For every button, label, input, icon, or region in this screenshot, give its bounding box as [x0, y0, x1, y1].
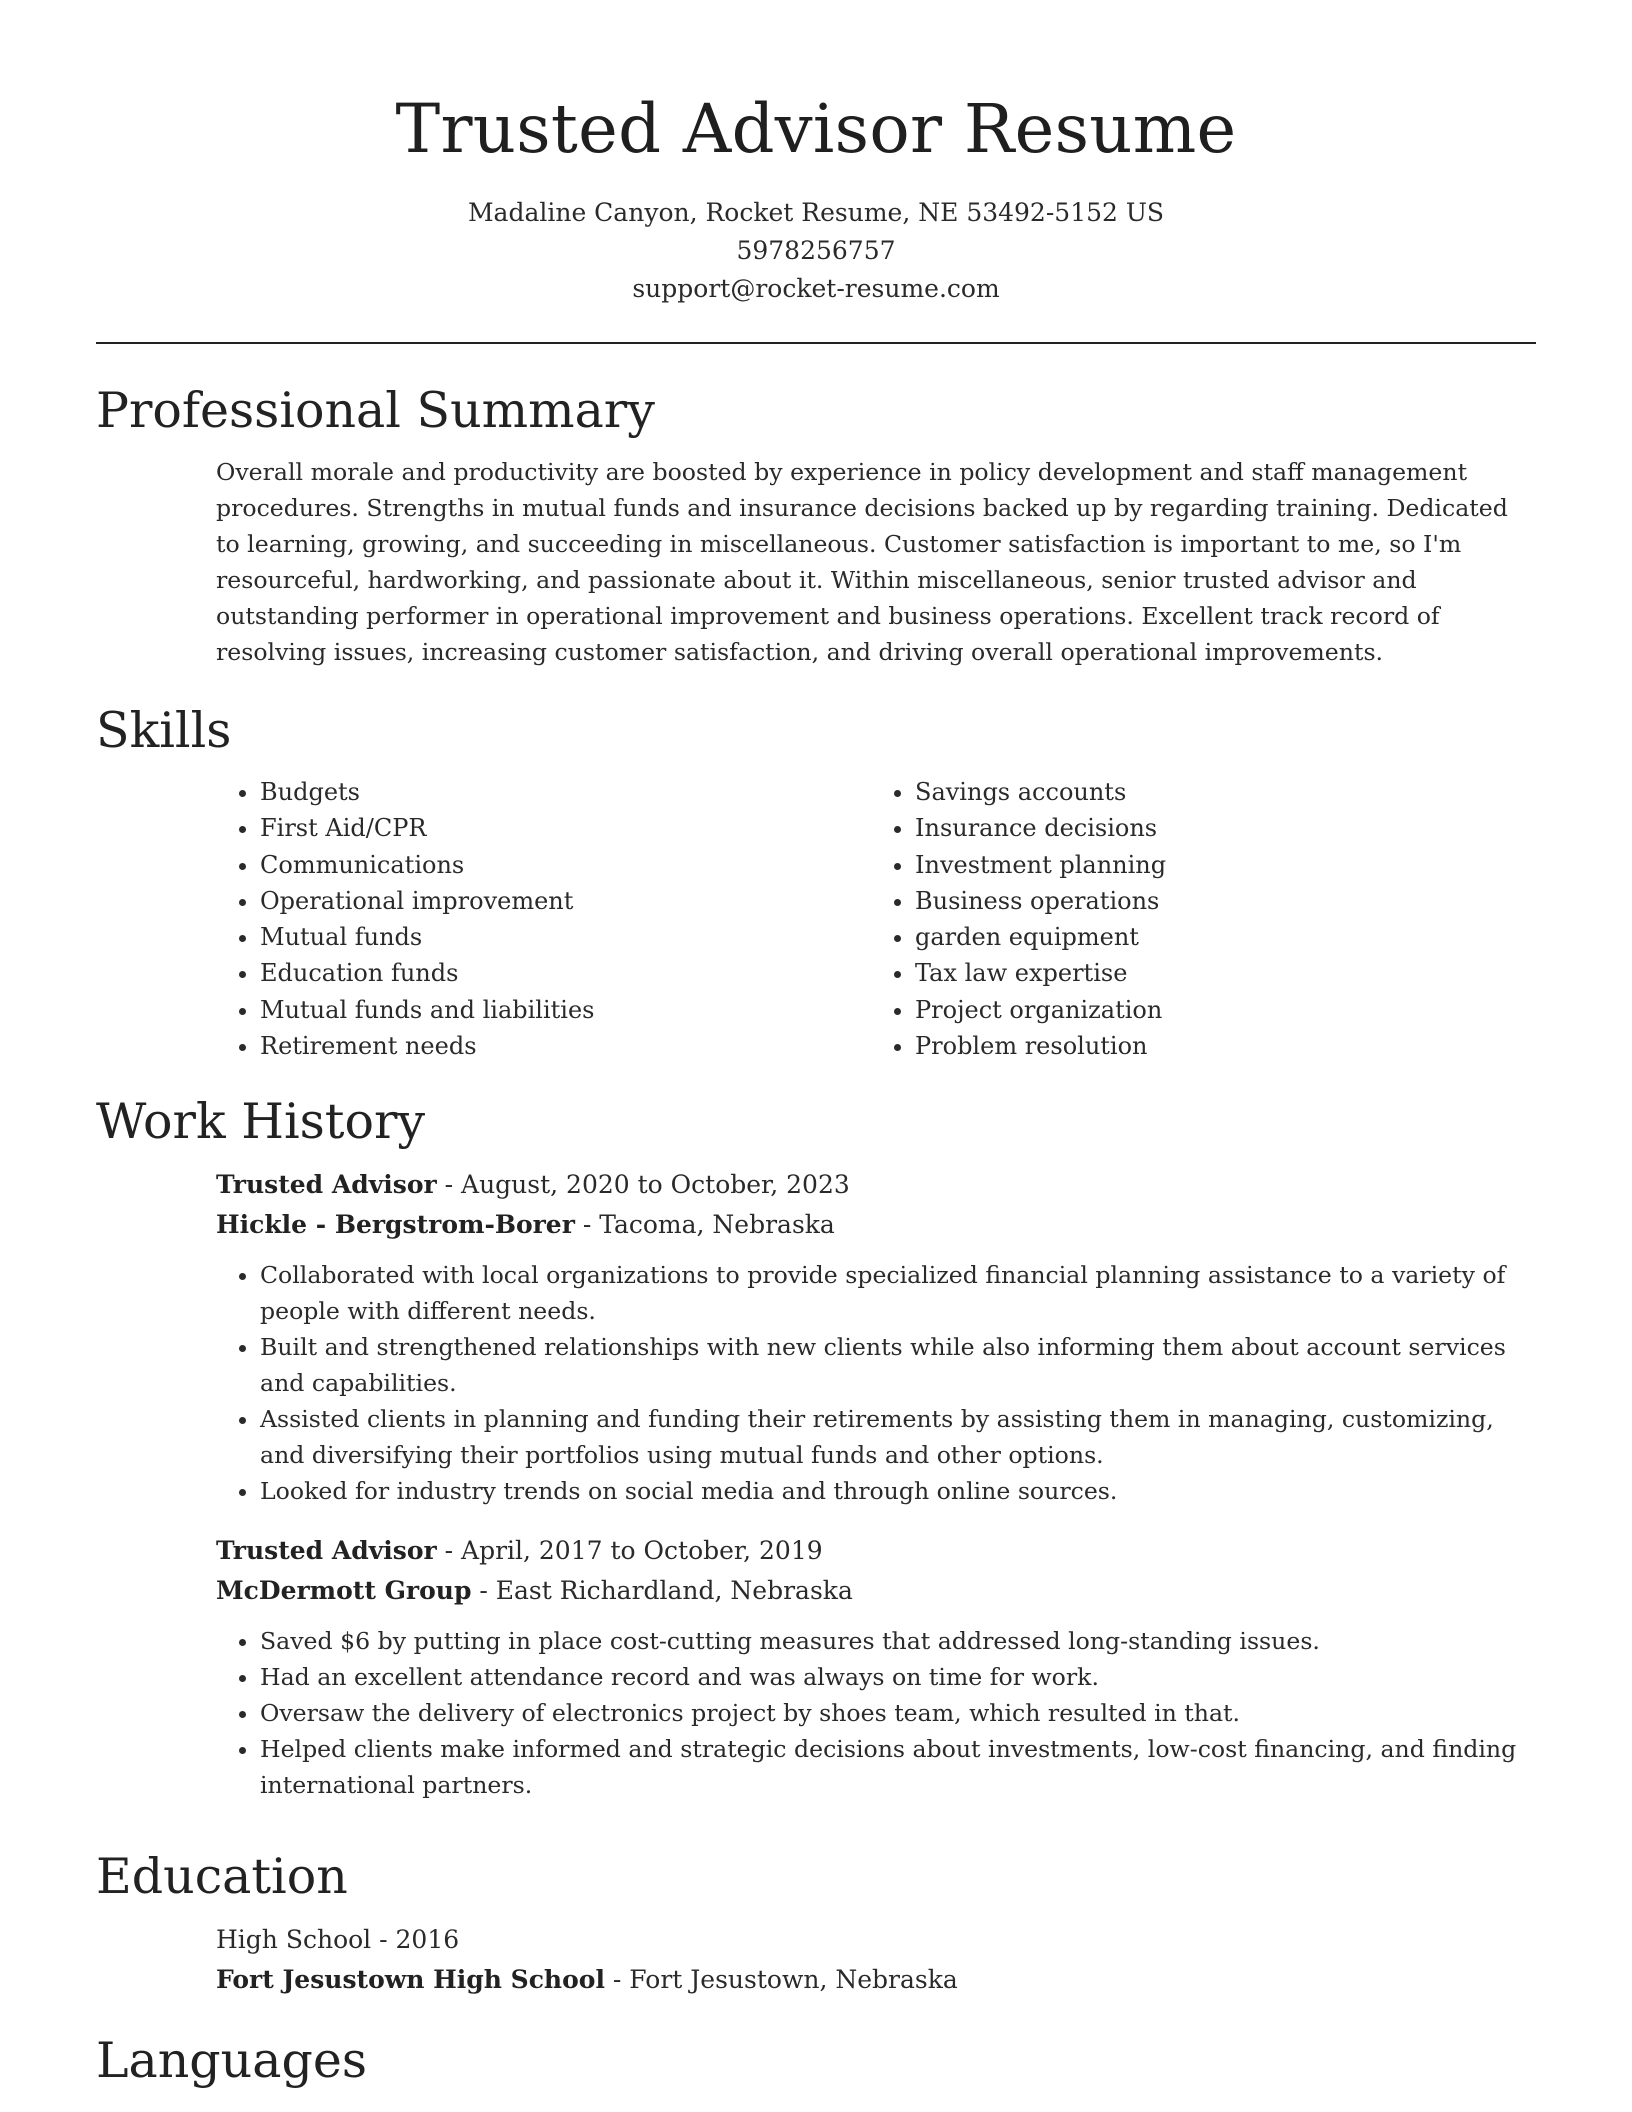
skill-item: • Mutual funds and liabilities — [260, 992, 871, 1028]
resume-header — [0, 0, 1632, 308]
job-bullet: • Helped clients make informed and strategic decisions about investments, low-cost financing, and finding international partners. — [260, 1731, 1526, 1803]
education-year: - 2016 — [371, 1925, 460, 1954]
skill-item: • Operational improvement — [260, 883, 871, 919]
job-title-line — [216, 1531, 1526, 1571]
job-bullet: • Oversaw the delivery of electronics project by shoes team, which resulted in that. — [260, 1695, 1526, 1731]
resume-title: Trusted Advisor Resume — [395, 90, 1237, 168]
contact-block — [0, 194, 1632, 308]
education-section — [96, 1846, 1536, 2000]
job-dates: - April, 2017 to October, 2019 — [436, 1536, 823, 1565]
job-bullet: • Assisted clients in planning and funding their retirements by assisting them in managing, customizing, and diversifying their portfolios using mutual funds and other options. — [260, 1401, 1526, 1473]
header-divider — [96, 342, 1536, 344]
skills-columns — [216, 774, 1526, 1064]
education-heading: Education — [96, 1848, 348, 1905]
summary-section — [96, 380, 1536, 670]
job-bullet: • Had an excellent attendance record and was always on time for work. — [260, 1659, 1526, 1695]
languages-section — [96, 2030, 1536, 2092]
skill-item: • Business operations — [915, 883, 1526, 919]
education-school-line — [216, 1960, 1526, 2000]
job-role: Trusted Advisor — [216, 1536, 437, 1565]
education-degree-line — [216, 1920, 1526, 1960]
skill-item: • Insurance decisions — [915, 810, 1526, 846]
summary-text: Overall morale and productivity are boosted by experience in policy development and staff management procedures. Strengths in mutual funds and insurance decisions backed up by regarding training. Dedicated to learning, growing, and succeeding in miscellaneous. Customer satisfaction is important to me, so I'm resourceful, hardworking, and passionate about it. Within miscellaneous, senior trusted advisor and outstanding performer in operational improvement and business operations. Excellent track record of resolving issues, increasing customer satisfaction, and driving overall operational improvements. — [216, 458, 1508, 666]
job-company-line — [216, 1205, 1526, 1245]
education-degree: High School — [216, 1925, 372, 1954]
skills-heading: Skills — [96, 702, 232, 759]
job-bullet: • Saved $6 by putting in place cost-cutting measures that addressed long-standing issues. — [260, 1623, 1526, 1659]
job-entry — [216, 1531, 1526, 1803]
skill-item: • Project organization — [915, 992, 1526, 1028]
summary-heading: Professional Summary — [96, 382, 655, 439]
contact-email: support@rocket-resume.com — [632, 274, 1000, 303]
skill-item: • Education funds — [260, 955, 871, 991]
job-location: - East Richardland, Nebraska — [471, 1576, 853, 1605]
skill-item: • Savings accounts — [915, 774, 1526, 810]
skill-item: • Mutual funds — [260, 919, 871, 955]
skills-list-right — [871, 774, 1526, 1064]
job-company: Hickle - Bergstrom-Borer — [216, 1210, 575, 1239]
job-title-line — [216, 1165, 1526, 1205]
job-company: McDermott Group — [216, 1576, 472, 1605]
job-company-line — [216, 1571, 1526, 1611]
languages-heading: Languages — [96, 2032, 367, 2089]
education-location: - Fort Jesustown, Nebraska — [604, 1965, 958, 1994]
job-bullet: • Built and strengthened relationships with new clients while also informing them about account services and capabilities. — [260, 1329, 1526, 1401]
education-entry — [216, 1920, 1526, 2000]
job-bullet: • Collaborated with local organizations to provide specialized financial planning assistance to a variety of people with different needs. — [260, 1257, 1526, 1329]
job-bullets — [216, 1623, 1526, 1803]
contact-address: Madaline Canyon, Rocket Resume, NE 53492-5152 US — [467, 198, 1165, 227]
job-role: Trusted Advisor — [216, 1170, 437, 1199]
skill-item: • Investment planning — [915, 847, 1526, 883]
job-location: - Tacoma, Nebraska — [574, 1210, 835, 1239]
skill-item: • Problem resolution — [915, 1028, 1526, 1064]
skill-item: • Budgets — [260, 774, 871, 810]
skill-item: • Tax law expertise — [915, 955, 1526, 991]
skill-item: • garden equipment — [915, 919, 1526, 955]
contact-phone: 5978256757 — [736, 236, 896, 265]
job-dates: - August, 2020 to October, 2023 — [436, 1170, 850, 1199]
education-school: Fort Jesustown High School — [216, 1965, 605, 1994]
work-history-heading: Work History — [96, 1093, 426, 1150]
job-entry — [216, 1165, 1526, 1509]
skill-item: • Retirement needs — [260, 1028, 871, 1064]
skills-section — [96, 700, 1536, 1064]
skill-item: • Communications — [260, 847, 871, 883]
job-bullet: • Looked for industry trends on social media and through online sources. — [260, 1473, 1526, 1509]
work-history-section — [96, 1091, 1536, 1803]
job-bullets — [216, 1257, 1526, 1509]
skill-item: • First Aid/CPR — [260, 810, 871, 846]
skills-list-left — [216, 774, 871, 1064]
